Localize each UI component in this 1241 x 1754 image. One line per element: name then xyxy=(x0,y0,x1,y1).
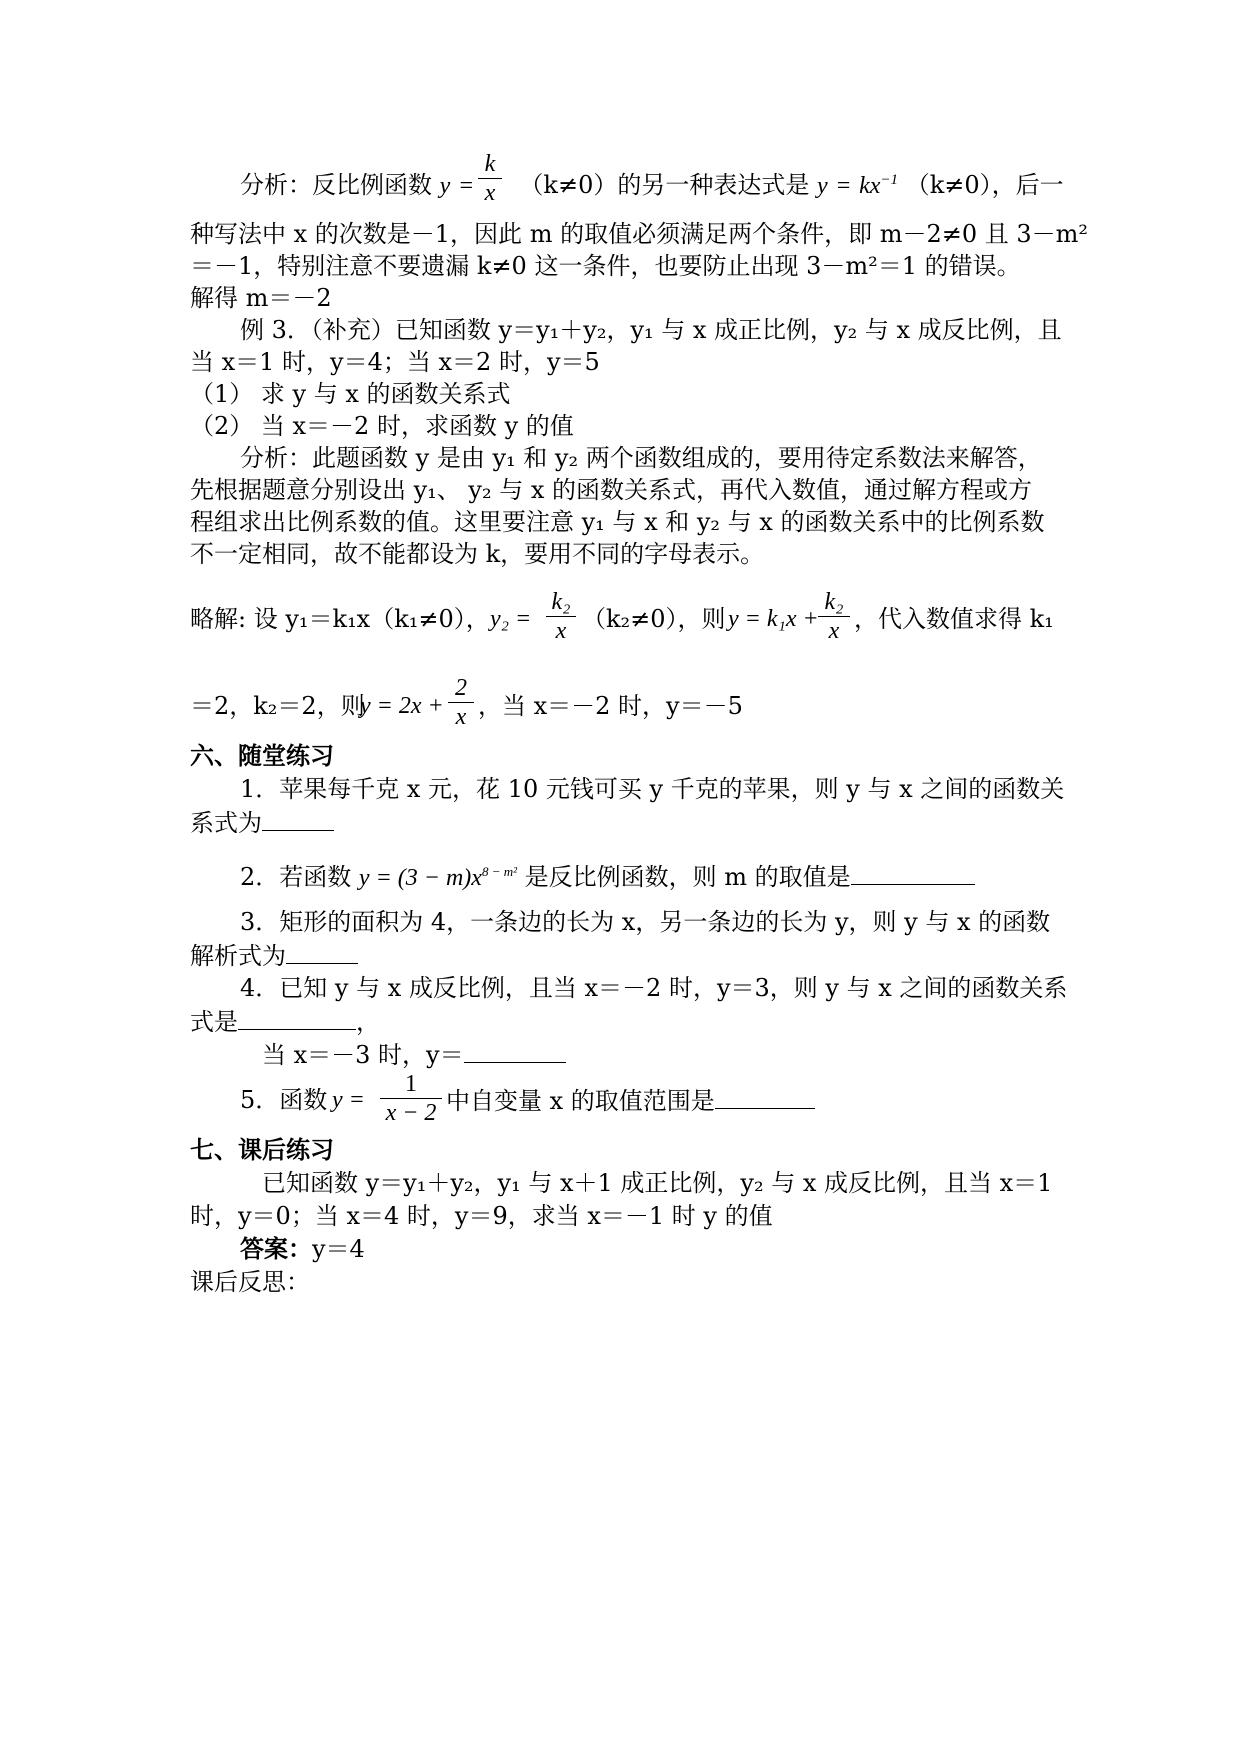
exercise-1-line-2: 系式为 xyxy=(190,806,334,839)
fraction-k2-over-x-2: k₂ x xyxy=(818,588,850,645)
math-equals: = xyxy=(457,173,475,199)
exercise-3-line-2: 解析式为 xyxy=(190,939,358,972)
solution-text-c: ，代入数值求得 k₁ xyxy=(854,605,1054,633)
math-y-2: y xyxy=(816,173,828,199)
math-equals-2: = xyxy=(835,173,852,199)
example3-line-2: 当 x＝1 时，y＝4；当 x＝2 时，y＝5 xyxy=(190,348,600,376)
answer-label: 答案： xyxy=(240,1235,312,1263)
math-exponent: 8 − m² xyxy=(481,864,517,879)
homework-line-2: 时，y＝0；当 x＝4 时，y＝9，求当 x＝－1 时 y 的值 xyxy=(190,1202,773,1230)
math-expression: y = (3 − m)x xyxy=(358,865,482,891)
analysis-line-4: 解得 m＝－2 xyxy=(190,284,332,312)
math-exponent: −1 xyxy=(880,172,899,188)
analysis-text-a: 分析：反比例函数 xyxy=(240,171,432,199)
solution-eq-2: y = 2x + xyxy=(360,693,444,719)
homework-line-1: 已知函数 y＝y₁＋y₂，y₁ 与 x＋1 成正比例，y₂ 与 x 成反比例，且当 x＝1 xyxy=(262,1169,1053,1197)
fraction-k-over-x: k x xyxy=(478,150,502,207)
fraction-k2-over-x: k₂ x xyxy=(546,588,576,645)
answer-blank xyxy=(464,1038,566,1063)
answer-blank xyxy=(851,860,975,885)
exercise-4-line-2: 式是 ， xyxy=(190,1005,380,1038)
analysis-line-3: ＝－1，特别注意不要遗漏 k≠0 这一条件，也要防止出现 3－m²＝1 的错误。 xyxy=(190,252,1021,280)
exercise-2: 2．若函数 $y = (3 - m)x^{8 - m^2}$ 是反比例函数，则 m 的取值是 xyxy=(240,856,975,894)
answer-blank xyxy=(238,1005,356,1030)
answer-blank xyxy=(286,939,358,964)
analysis-text-c: （k≠0），后一 xyxy=(905,171,1064,199)
example3-analysis-3: 程组求出比例系数的值。这里要注意 y₁ 与 x 和 y₂ 与 x 的函数关系中的比例系数 xyxy=(190,508,1045,536)
analysis-text-b: （k≠0）的另一种表达式是 xyxy=(519,171,810,199)
exercise-5-y-eq: y = xyxy=(332,1087,365,1113)
fraction-1-over-x-minus-2: 1 x − 2 xyxy=(380,1070,442,1127)
answer-value: y＝4 xyxy=(312,1235,365,1263)
solution-text-a: 略解: 设 y₁＝k₁x（k₁≠0）， xyxy=(190,605,490,633)
math-y: y xyxy=(439,173,451,199)
exercise-5-text-b: 中自变量 x 的取值范围是 xyxy=(446,1084,815,1117)
example3-analysis-2: 先根据题意分别设出 y₁、 y₂ 与 x 的函数关系式，再代入数值，通过解方程或方 xyxy=(190,476,1033,504)
answer-blank xyxy=(262,806,334,831)
analysis-line-1 xyxy=(240,164,1064,202)
example3-analysis-1: 分析：此题函数 y 是由 y₁ 和 y₂ 两个函数组成的，要用待定系数法来解答， xyxy=(240,444,1042,472)
solution-text-e: ，当 x＝－2 时，y＝－5 xyxy=(478,692,743,720)
answer-line xyxy=(240,1233,365,1265)
example3-line-1: 例 3．（补充）已知函数 y＝y₁＋y₂，y₁ 与 x 成正比例，y₂ 与 x 成反比例，且 xyxy=(240,316,1062,344)
math-kx: kx xyxy=(859,173,881,199)
example3-analysis-4: 不一定相同，故不能都设为 k，要用不同的字母表示。 xyxy=(190,540,765,568)
exercise-5-text-a: 5．函数 xyxy=(240,1086,328,1114)
solution-y2-eq: y₂ = xyxy=(490,606,532,632)
exercise-4-line-3: 当 x＝－3 时，y＝ xyxy=(262,1038,566,1071)
exercise-4-line-1: 4．已知 y 与 x 成反比例，且当 x＝－2 时，y＝3，则 y 与 x 之间的函数关系 xyxy=(240,974,1068,1002)
example3-question-2: （2） 当 x＝－2 时，求函数 y 的值 xyxy=(190,412,574,440)
example3-question-1: （1） 求 y 与 x 的函数关系式 xyxy=(190,380,511,408)
after-class-reflection: 课后反思： xyxy=(190,1268,310,1296)
exercise-1-line-1: 1．苹果每千克 x 元，花 10 元钱可买 y 千克的苹果，则 y 与 x 之间的函数关 xyxy=(240,775,1065,803)
answer-blank xyxy=(715,1084,815,1109)
section-7-title: 七、课后练习 xyxy=(190,1136,334,1164)
solution-text-b: （k₂≠0），则 xyxy=(582,605,726,633)
solution-text-d: ＝2，k₂＝2，则 xyxy=(190,692,365,720)
exercise-3-line-1: 3．矩形的面积为 4，一条边的长为 x，另一条边的长为 y，则 y 与 x 的函数 xyxy=(240,908,1051,936)
solution-eq: y = k₁x + xyxy=(728,606,819,632)
section-6-title: 六、随堂练习 xyxy=(190,742,334,770)
analysis-line-2: 种写法中 x 的次数是－1，因此 m 的取值必须满足两个条件，即 m－2≠0 且 3－m² xyxy=(190,220,1089,248)
fraction-2-over-x: 2 x xyxy=(448,674,474,731)
